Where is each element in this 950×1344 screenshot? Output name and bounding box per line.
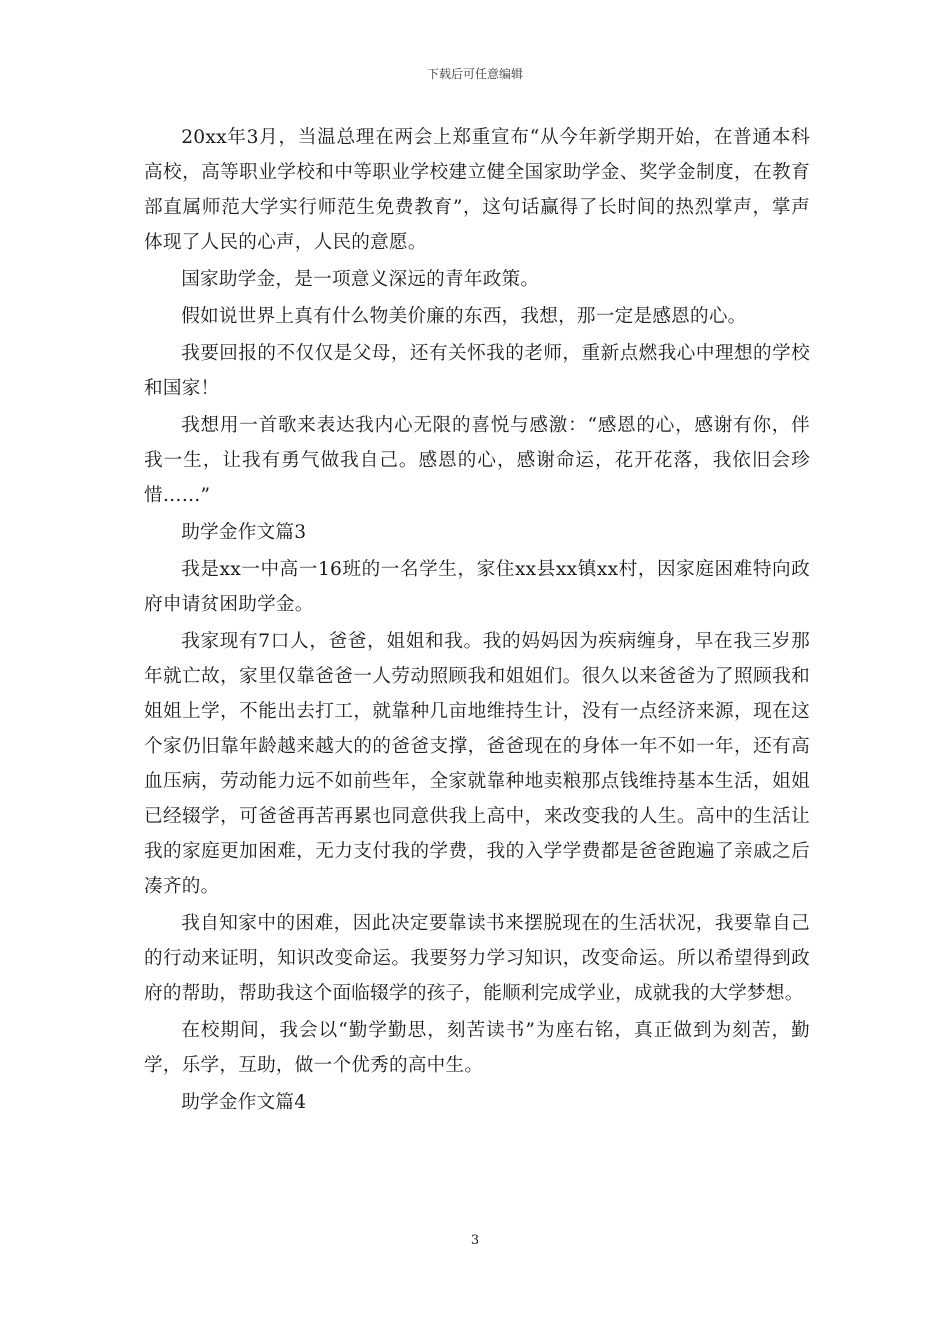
document-body xyxy=(144,120,810,1122)
paragraph: 我要回报的不仅仅是父母，还有关怀我的老师，重新点燃我心中理想的学校和国家！ xyxy=(144,343,810,399)
section-heading: 助学金作文篇4 xyxy=(181,1092,307,1113)
paragraph: 20xx年3月，当温总理在两会上郑重宣布“从今年新学期开始，在普通本科高校，高等职业学校和中等职业学校建立健全国家助学金、奖学金制度，在教育部直属师范大学实行师范生免费教育”，这句话赢得了长时间的热烈掌声，掌声体现了人民的心声，人民的意愿。 xyxy=(144,127,810,253)
page-number: 3 xyxy=(470,1233,480,1248)
paragraph: 我想用一首歌来表达我内心无限的喜悦与感激：“感恩的心，感谢有你，伴我一生，让我有勇气做我自己。感恩的心，感谢命运，花开花落，我依旧会珍惜……” xyxy=(144,415,810,506)
page-header-note: 下载后可任意编辑 xyxy=(426,67,523,81)
section-heading: 助学金作文篇3 xyxy=(181,522,307,543)
paragraph: 国家助学金，是一项意义深远的青年政策。 xyxy=(181,269,540,290)
paragraph: 我家现有7口人，爸爸，姐姐和我。我的妈妈因为疾病缠身，早在我三岁那年就亡故，家里仅靠爸爸一人劳动照顾我和姐姐们。很久以来爸爸为了照顾我和姐姐上学，不能出去打工，就靠种几亩地维持生计，没有一点经济来源，现在这个家仍旧靠年龄越来越大的的爸爸支撑，爸爸现在的身体一年不如一年，还有高血压病，劳动能力远不如前些年，全家就靠种地卖粮那点钱维持基本生活，姐姐已经辍学，可爸爸再苦再累也同意供我上高中，来改变我的人生。高中的生活让我的家庭更加困难，无力支付我的学费，我的入学学费都是爸爸跑遍了亲戚之后凑齐的。 xyxy=(144,631,810,897)
paragraph: 假如说世界上真有什么物美价廉的东西，我想，那一定是感恩的心。 xyxy=(181,306,747,327)
paragraph: 在校期间，我会以“勤学勤思，刻苦读书”为座右铭，真正做到为刻苦，勤学，乐学，互助，做一个优秀的高中生。 xyxy=(144,1020,810,1076)
paragraph: 我是xx一中高一16班的一名学生，家住xx县xx镇xx村，因家庭困难特向政府申请贫困助学金。 xyxy=(144,559,810,615)
paragraph: 我自知家中的困难，因此决定要靠读书来摆脱现在的生活状况，我要靠自己的行动来证明，知识改变命运。我要努力学习知识，改变命运。所以希望得到政府的帮助，帮助我这个面临辍学的孩子，能顺利完成学业，成就我的大学梦想。 xyxy=(144,913,810,1004)
